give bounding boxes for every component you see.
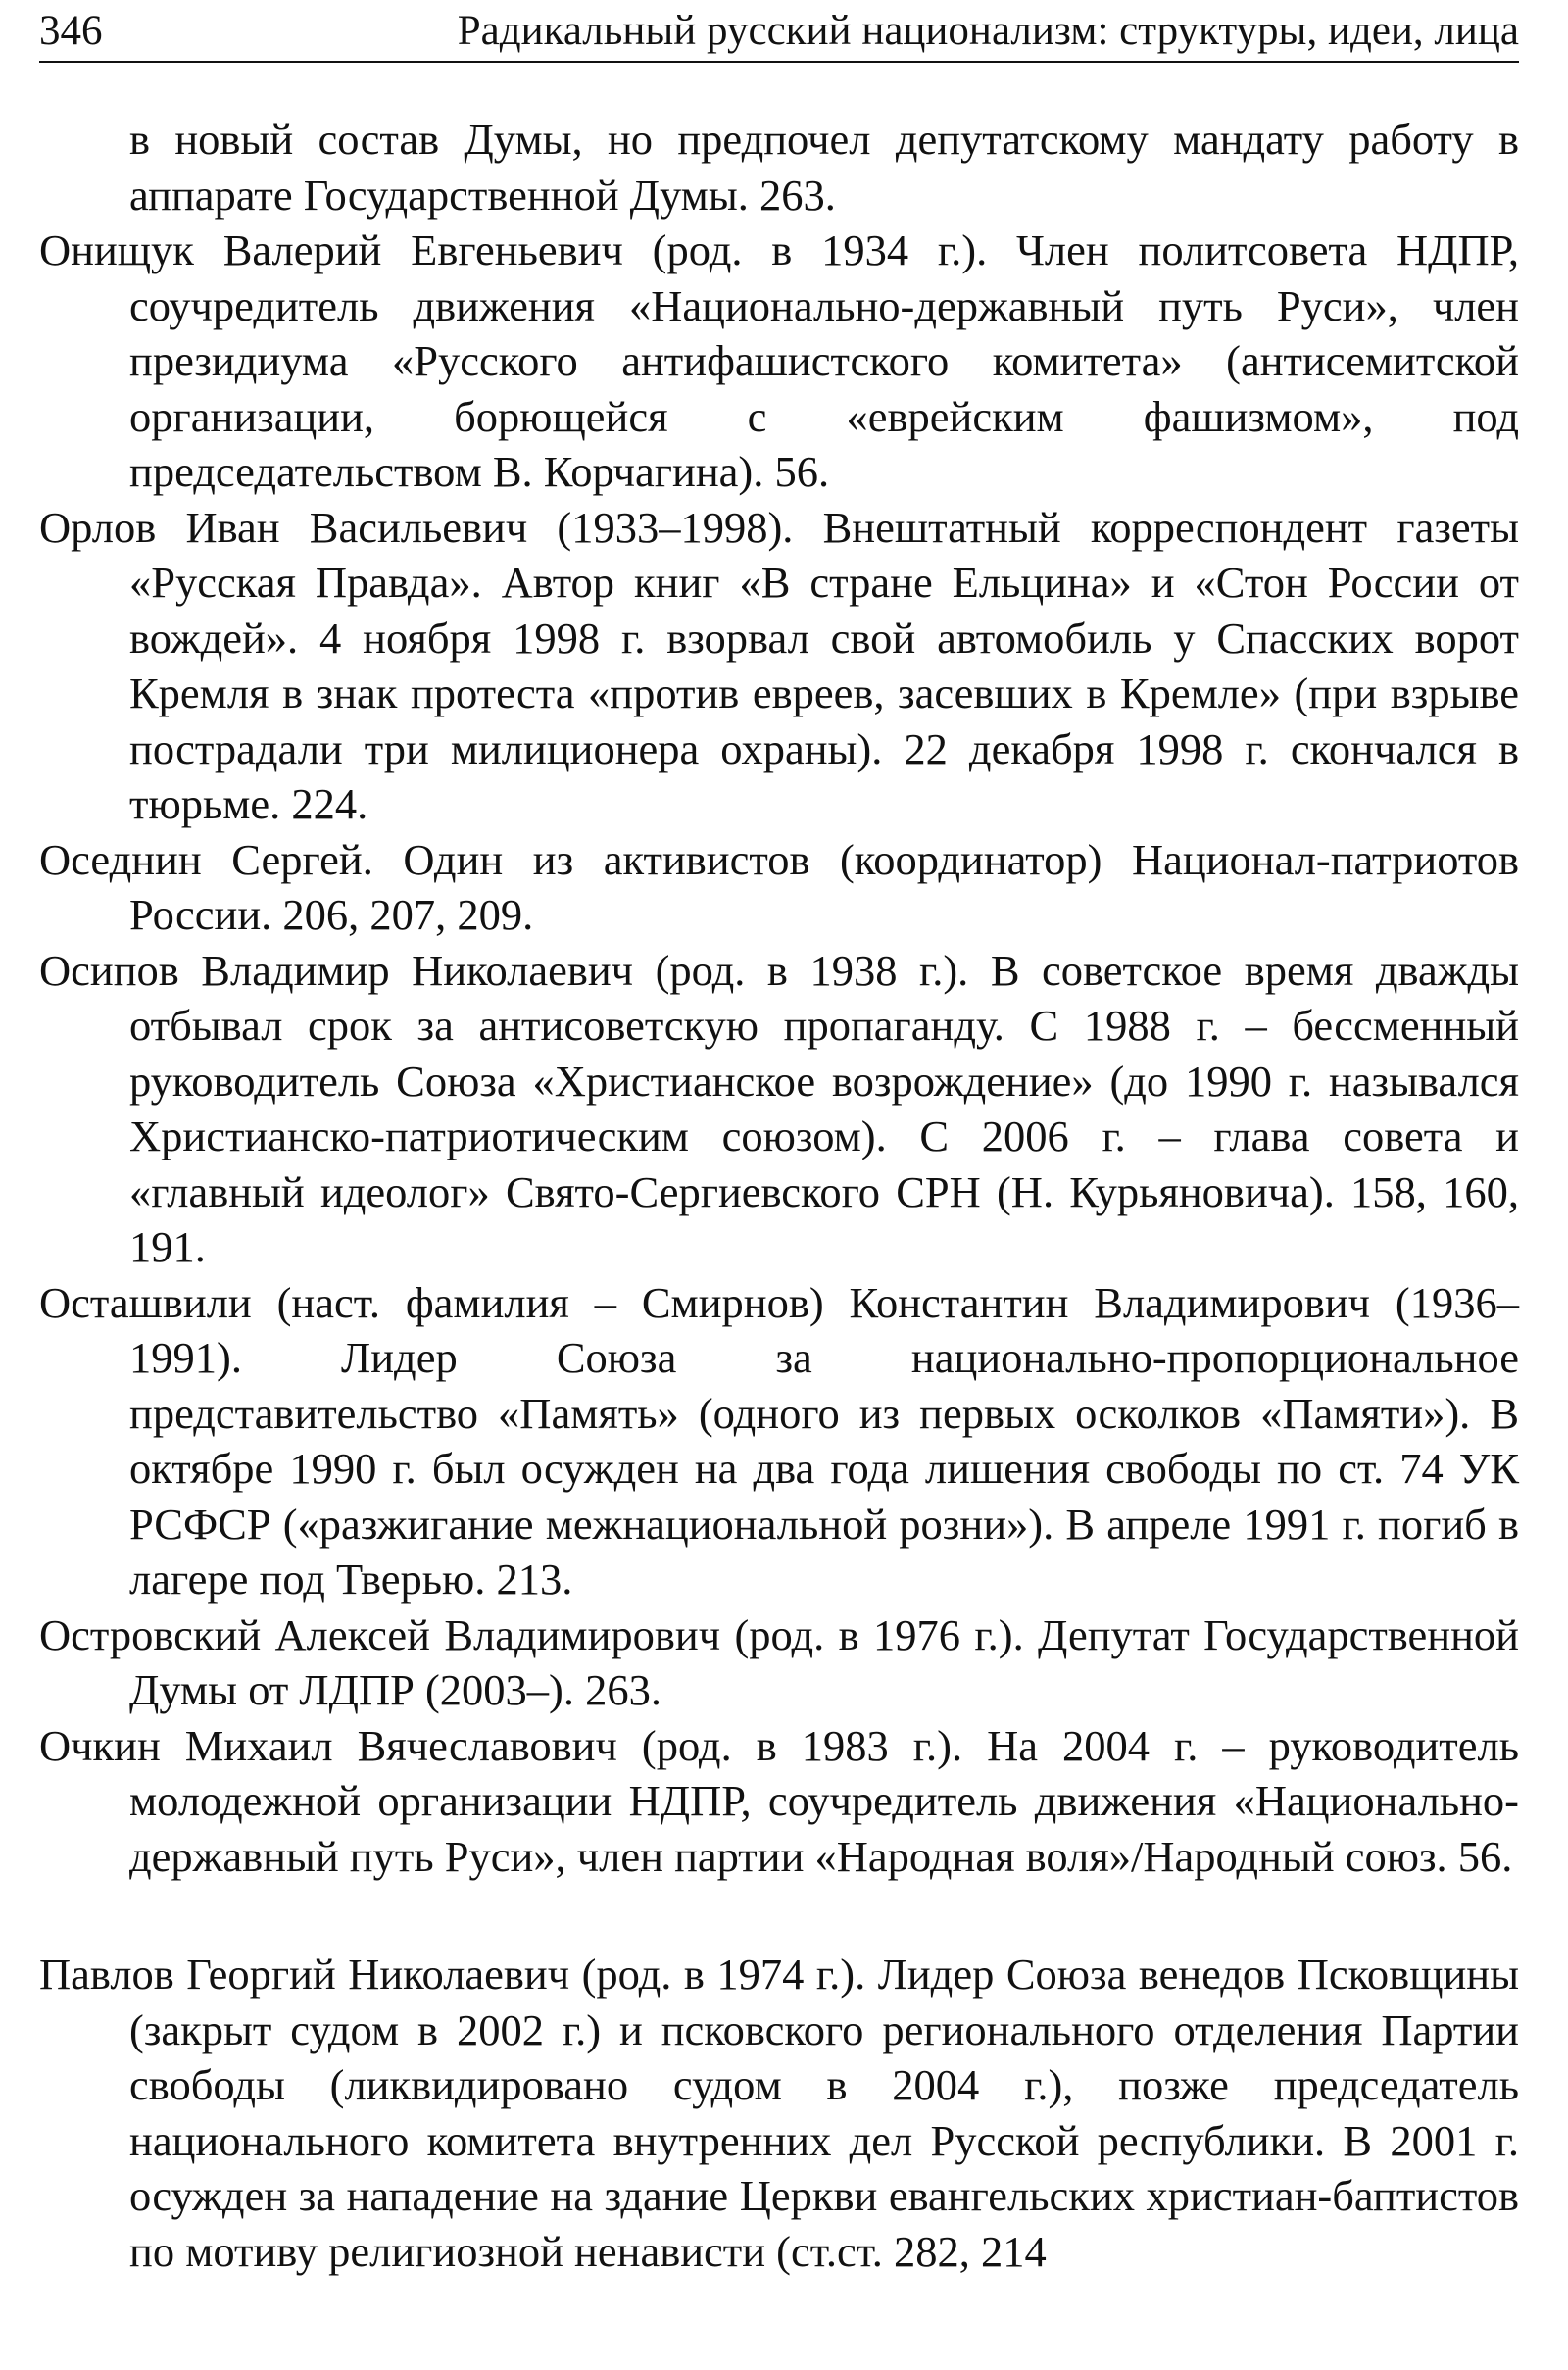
page-number: 346 <box>39 8 103 54</box>
index-entry-onishchuk: Онищук Валерий Евгеньевич (род. в 1934 г.). Член политсовета НДПР, соучредитель движения «Национально-державный путь Руси», член президиума «Русского антифашистского комитета» (антисемитской организации, борющейся с «еврейским фашизмом», под председательством В. Корчагина). 56. <box>39 225 1519 496</box>
index-entry-ostashvili: Осташвили (наст. фамилия – Смирнов) Константин Владимирович (1936–1991). Лидер Союза за национально-пропорциональное представительство «Память» (одного из первых осколков «Памяти»). В октябре 1990 г. был осужден на два года лишения свободы по ст. 74 УК РСФСР («разжигание межнациональной розни»). В апреле 1991 г. погиб в лагере под Тверью. 213. <box>39 1277 1519 1604</box>
index-entry-osednin: Оседнин Сергей. Один из активистов (координатор) Национал-патриотов России. 206, 207, 209. <box>39 834 1519 939</box>
index-entry-ostrovsky: Островский Алексей Владимирович (род. в 1976 г.). Депутат Государственной Думы от ЛДПР (2003–). 263. <box>39 1609 1519 1714</box>
index-entry-ochkin: Очкин Михаил Вячеславович (род. в 1983 г.). На 2004 г. – руководитель молодежной организации НДПР, соучредитель движения «Национально-державный путь Руси», член партии «Народная воля»/Народный союз. 56. <box>39 1720 1519 1881</box>
index-entry-continuation: в новый состав Думы, но предпочел депутатскому мандату работу в аппарате Государственной Думы. 263. <box>129 115 1519 220</box>
index-entry-osipov: Осипов Владимир Николаевич (род. в 1938 г.). В советское время дважды отбывал срок за антисоветскую пропаганду. С 1988 г. – бессменный руководитель Союза «Христианское возрождение» (до 1990 г. назывался Христианско-патриотическим союзом). С 2006 г. – глава совета и «главный идеолог» Свято-Сергиевского СРН (Н. Курьяновича). 158, 160, 191. <box>39 945 1519 1271</box>
running-title: Радикальный русский национализм: структуры, идеи, лица <box>457 8 1519 54</box>
index-entries <box>39 112 1519 2279</box>
index-entry-orlov: Орлов Иван Васильевич (1933–1998). Внештатный корреспондент газеты «Русская Правда». Автор книг «В стране Ельцина» и «Стон России от вождей». 4 ноября 1998 г. взорвал свой автомобиль у Спасских ворот Кремля в знак протеста «против евреев, засевших в Кремле» (при взрыве пострадали три милиционера охраны). 22 декабря 1998 г. скончался в тюрьме. 224. <box>39 502 1519 828</box>
page-header <box>39 4 1519 63</box>
index-entry-pavlov: Павлов Георгий Николаевич (род. в 1974 г.). Лидер Союза венедов Псковщины (закрыт судом в 2002 г.) и псковского регионального отделения Партии свободы (ликвидировано судом в 2004 г.), позже председатель национального комитета внутренних дел Русской республики. В 2001 г. осужден за нападение на здание Церкви евангельских христиан-баптистов по мотиву религиозной ненависти (ст.ст. 282, 214 <box>39 1950 1519 2276</box>
